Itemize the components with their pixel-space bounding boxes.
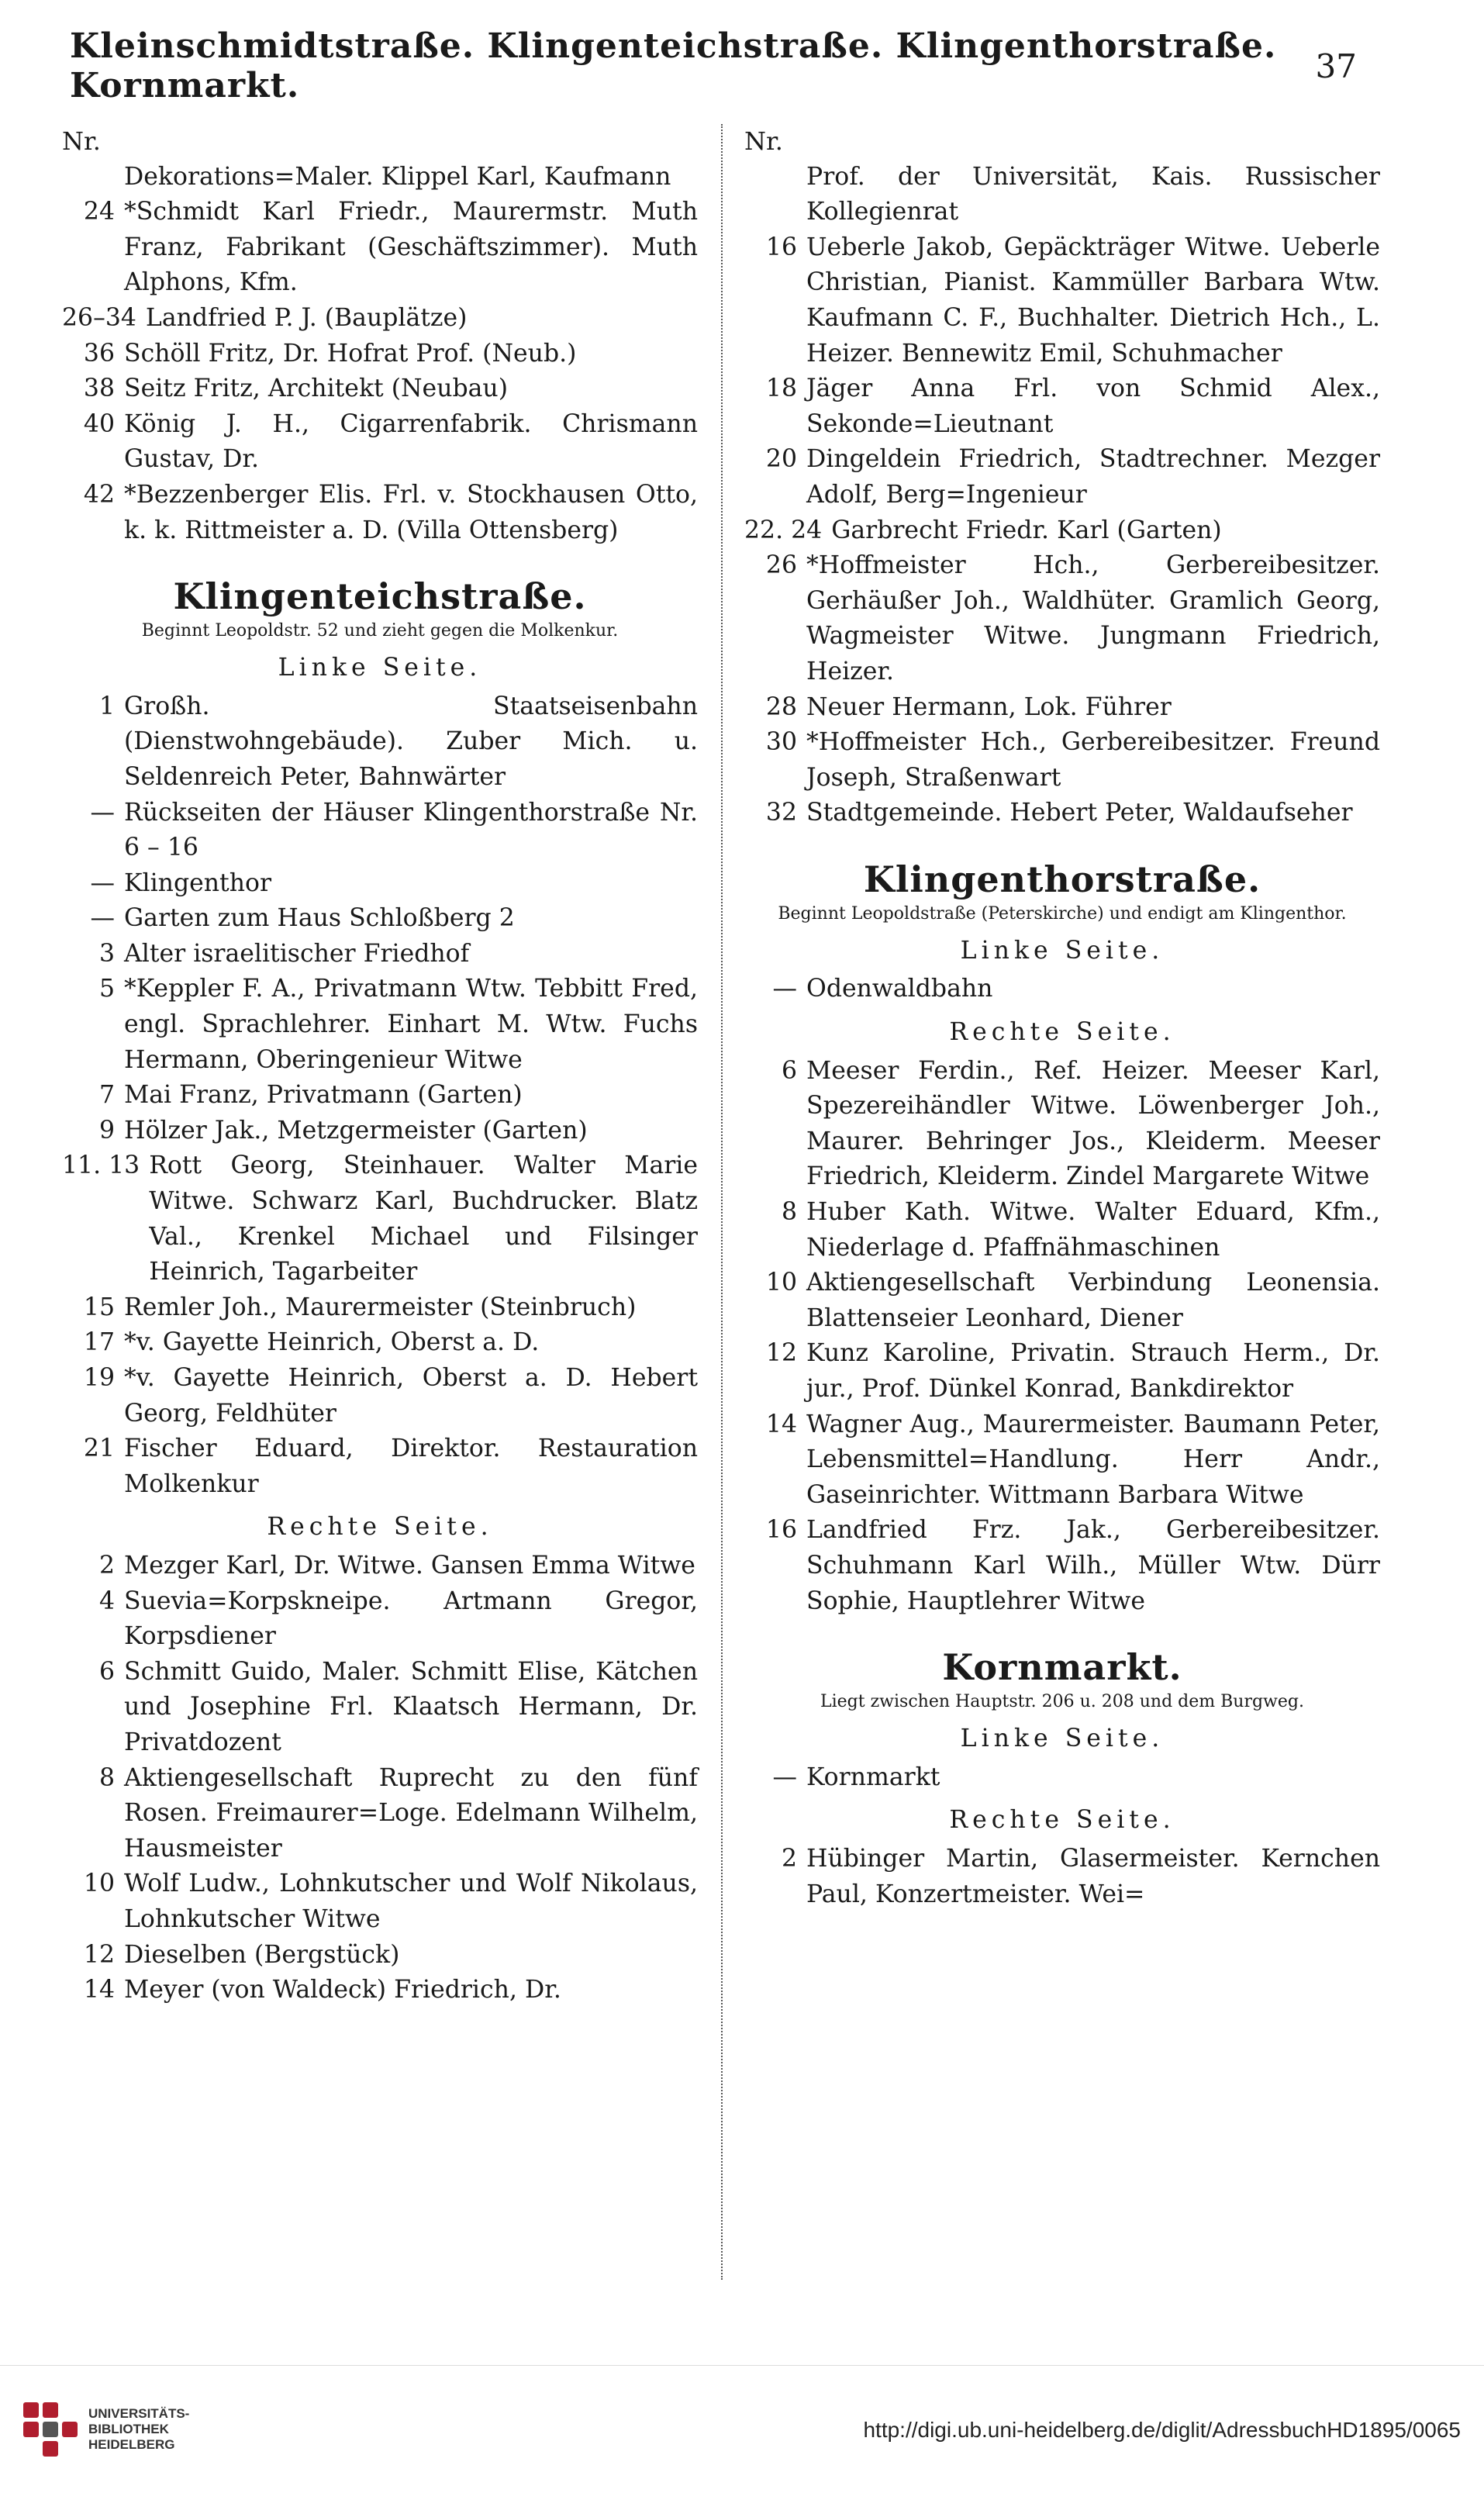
resident-text: *Schmidt Karl Friedr., Maurermstr. Muth Franz, Fabrikant (Geschäftszimmer). Muth Alphons, Kfm. — [124, 198, 698, 297]
house-number — [62, 160, 124, 195]
house-number: 28 — [765, 692, 797, 721]
house-number: 6 — [781, 1056, 797, 1085]
directory-entry — [744, 972, 1380, 1007]
directory-entry — [744, 513, 1380, 549]
directory-entry — [744, 1407, 1380, 1514]
resident-text: Dieselben (Bergstück) — [124, 1940, 400, 1969]
directory-entry — [744, 1195, 1380, 1265]
resident-text: Klingenthor — [124, 868, 272, 897]
resident-text: Aktiengesellschaft Verbindung Leonensia. Blattenseier Leonhard, Diener — [806, 1269, 1380, 1332]
entry-list — [744, 1054, 1380, 1620]
house-number: — — [772, 975, 797, 1003]
resident-text: Garten zum Haus Schloßberg 2 — [124, 904, 515, 933]
resident-text: Hölzer Jak., Metzgermeister (Garten) — [124, 1116, 588, 1145]
logo-line: HEIDELBERG — [88, 2436, 175, 2452]
resident-text: Alter israelitischer Friedhof — [124, 939, 470, 968]
house-number: 4 — [98, 1587, 115, 1615]
directory-entry — [62, 866, 698, 902]
entry-list — [62, 689, 698, 1503]
house-number: 2 — [98, 1551, 115, 1580]
house-number: 8 — [98, 1763, 115, 1792]
house-number: 22. 24 — [744, 516, 823, 544]
directory-entry — [62, 1655, 698, 1761]
directory-entry — [62, 796, 698, 866]
house-number: 14 — [765, 1410, 797, 1438]
street-description: Beginnt Leopoldstr. 52 und zieht gegen die Molkenkur. — [141, 621, 619, 641]
resident-text: Jäger Anna Frl. von Schmid Alex., Sekonde=Lieutnant — [806, 375, 1380, 438]
resident-text: Dekorations=Maler. Klippel Karl, Kaufmann — [124, 162, 671, 191]
directory-entry — [62, 337, 698, 372]
house-number: 7 — [98, 1081, 115, 1110]
house-number: 9 — [98, 1116, 115, 1145]
page-number: 37 — [1315, 47, 1357, 85]
resident-text: Großh. Staatseisenbahn (Dienstwohngebäude). Zuber Mich. u. Seldenreich Peter, Bahnwärter — [124, 692, 698, 791]
side-heading: Linke Seite. — [278, 654, 482, 682]
directory-entry — [62, 1549, 698, 1584]
house-number: 18 — [765, 375, 797, 403]
directory-entry — [62, 1431, 698, 1502]
house-number: 36 — [83, 339, 115, 368]
house-number — [744, 160, 806, 230]
resident-text: Aktiengesellschaft Ruprecht zu den fünf Rosen. Freimaurer=Loge. Edelmann Wilhelm, Hausmeister — [124, 1763, 698, 1863]
resident-text: Odenwaldbahn — [806, 975, 993, 1003]
house-number: 1 — [98, 692, 115, 720]
resident-text: Huber Kath. Witwe. Walter Eduard, Kfm., Niederlage d. Pfaffnähmaschinen — [806, 1198, 1380, 1262]
house-number: — — [90, 904, 115, 933]
resident-text: Meeser Ferdin., Ref. Heizer. Meeser Karl, Spezereihändler Witwe. Löwenberger Joh., Maurer. Behringer Jos., Kleiderm. Meeser Friedrich, Kleiderm. Zindel Margarete Witwe — [806, 1056, 1380, 1191]
entry-list — [744, 1842, 1380, 1912]
resident-text: *Keppler F. A., Privatmann Wtw. Tebbitt Fred, engl. Sprachlehrer. Einhart M. Wtw. Fuchs Hermann, Oberingenieur Witwe — [124, 975, 698, 1074]
resident-text: Mai Franz, Privatmann (Garten) — [124, 1081, 523, 1110]
house-number: — — [772, 1763, 797, 1791]
house-number: — — [90, 798, 115, 827]
side-heading: Rechte Seite. — [267, 1513, 493, 1542]
side-heading: Linke Seite. — [960, 1725, 1165, 1753]
entry-list — [744, 972, 1380, 1007]
resident-text: Remler Joh., Maurermeister (Steinbruch) — [124, 1293, 637, 1321]
column-divider — [721, 124, 723, 2280]
entry-list — [62, 1549, 698, 2008]
house-number: 8 — [781, 1198, 797, 1227]
resident-text: Rückseiten der Häuser Klingenthorstraße Nr. 6 – 16 — [124, 798, 698, 862]
directory-entry — [744, 1842, 1380, 1912]
directory-entry — [744, 548, 1380, 689]
resident-text: Kunz Karoline, Privatin. Strauch Herm., Dr. jur., Prof. Dünkel Konrad, Bankdirektor — [806, 1339, 1380, 1403]
left-column — [62, 124, 698, 2008]
resident-text: *Hoffmeister Hch., Gerbereibesitzer. Freund Joseph, Straßenwart — [806, 728, 1380, 792]
house-number: 26–34 — [62, 303, 136, 332]
logo-line: BIBLIOTHEK — [88, 2421, 169, 2436]
directory-entry — [62, 937, 698, 972]
house-number: — — [90, 868, 115, 897]
entry-list — [744, 160, 1380, 831]
resident-text: Landfried P. J. (Bauplätze) — [145, 303, 468, 332]
resident-text: Seitz Fritz, Architekt (Neubau) — [124, 375, 509, 403]
directory-entry — [62, 407, 698, 478]
house-number: 38 — [83, 375, 115, 403]
logo-line: UNIVERSITÄTS- — [88, 2405, 190, 2421]
directory-entry — [62, 160, 698, 195]
directory-entry — [62, 195, 698, 301]
source-url-link[interactable]: http://digi.ub.uni-heidelberg.de/diglit/AdressbuchHD1895/0065 — [863, 2418, 1461, 2442]
resident-text: Fischer Eduard, Direktor. Restauration Molkenkur — [124, 1435, 698, 1498]
directory-entry — [744, 1513, 1380, 1619]
directory-entry — [62, 1761, 698, 1867]
directory-entry — [62, 1938, 698, 1973]
house-number: 17 — [83, 1328, 115, 1357]
side-heading: Rechte Seite. — [949, 1806, 1175, 1835]
house-number: 42 — [83, 480, 115, 509]
directory-entry — [62, 689, 698, 796]
house-number: 16 — [765, 1516, 797, 1545]
house-number: 16 — [765, 233, 797, 261]
street-title: Kornmarkt. — [942, 1646, 1182, 1689]
house-number: 40 — [83, 409, 115, 438]
resident-text: Rott Georg, Steinhauer. Walter Marie Witwe. Schwarz Karl, Buchdrucker. Blatz Val., Krenkel Michael und Filsinger Heinrich, Tagarbeiter — [149, 1152, 698, 1286]
house-number: 5 — [98, 975, 115, 1003]
resident-text: Landfried Frz. Jak., Gerbereibesitzer. Schuhmann Karl Wilh., Müller Wtw. Dürr Sophie, Hauptlehrer Witwe — [806, 1516, 1380, 1615]
directory-entry — [62, 1078, 698, 1114]
directory-entry — [62, 1584, 698, 1655]
library-logo[interactable] — [0, 2365, 233, 2493]
directory-entry — [62, 1325, 698, 1361]
house-number: 2 — [781, 1844, 797, 1873]
resident-text: Dingeldein Friedrich, Stadtrechner. Mezger Adolf, Berg=Ingenieur — [806, 445, 1380, 509]
house-number: 19 — [83, 1364, 115, 1392]
house-number: 15 — [83, 1293, 115, 1321]
directory-entry — [744, 725, 1380, 796]
directory-entry — [744, 230, 1380, 371]
directory-entry — [744, 160, 1380, 230]
resident-text: *Bezzenberger Elis. Frl. v. Stockhausen Otto, k. k. Rittmeister a. D. (Villa Ottensberg) — [124, 480, 698, 544]
resident-text: Schöll Fritz, Dr. Hofrat Prof. (Neub.) — [124, 339, 577, 368]
nr-heading: Nr. — [62, 126, 101, 156]
resident-text: *Hoffmeister Hch., Gerbereibesitzer. Gerhäußer Joh., Waldhüter. Gramlich Georg, Wagmeister Witwe. Jungmann Friedrich, Heizer. — [806, 551, 1380, 685]
resident-text: Mezger Karl, Dr. Witwe. Gansen Emma Witwe — [124, 1551, 695, 1580]
resident-text: König J. H., Cigarrenfabrik. Chrismann Gustav, Dr. — [124, 409, 698, 474]
directory-entry — [62, 1290, 698, 1326]
house-number: 11. 13 — [62, 1152, 140, 1180]
directory-entry — [62, 972, 698, 1078]
house-number: 14 — [83, 1976, 115, 2004]
resident-text: Ueberle Jakob, Gepäckträger Witwe. Ueberle Christian, Pianist. Kammüller Barbara Wtw. Kaufmann C. F., Buchhalter. Dietrich Hch., L. Heizer. Bennewitz Emil, Schuhmacher — [806, 233, 1380, 368]
directory-entry — [62, 1361, 698, 1431]
resident-text: Suevia=Korpskneipe. Artmann Gregor, Korpsdiener — [124, 1587, 698, 1651]
resident-text: *v. Gayette Heinrich, Oberst a. D. Hebert Georg, Feldhüter — [124, 1364, 698, 1428]
directory-entry — [744, 796, 1380, 831]
house-number: 10 — [83, 1870, 115, 1898]
house-number: 12 — [765, 1339, 797, 1368]
entry-list — [744, 1760, 1380, 1796]
resident-text: Hübinger Martin, Glasermeister. Kernchen Paul, Konzertmeister. Wei= — [806, 1844, 1380, 1908]
house-number: 12 — [83, 1940, 115, 1969]
side-heading: Linke Seite. — [960, 936, 1165, 965]
directory-entry — [62, 1866, 698, 1937]
house-number: 30 — [765, 728, 797, 757]
directory-entry — [62, 1114, 698, 1149]
house-number: 10 — [765, 1269, 797, 1297]
nr-heading: Nr. — [744, 126, 783, 156]
directory-entry — [744, 1760, 1380, 1796]
directory-entry — [62, 301, 698, 337]
directory-entry — [744, 442, 1380, 513]
street-description: Beginnt Leopoldstraße (Peterskirche) und endigt am Klingenthor. — [778, 903, 1347, 924]
street-description: Liegt zwischen Hauptstr. 206 u. 208 und dem Burgweg. — [820, 1692, 1304, 1712]
directory-entry — [744, 1336, 1380, 1407]
entry-list — [62, 160, 698, 549]
house-number: 24 — [83, 198, 115, 226]
resident-text: *v. Gayette Heinrich, Oberst a. D. — [124, 1328, 540, 1357]
directory-entry — [62, 901, 698, 937]
directory-entry — [744, 1054, 1380, 1195]
resident-text: Wagner Aug., Maurermeister. Baumann Peter, Lebensmittel=Handlung. Herr Andr., Gaseinrichter. Wittmann Barbara Witwe — [806, 1410, 1380, 1509]
page-title: Kleinschmidtstraße. Klingenteichstraße. Klingenthorstraße. Kornmarkt. — [70, 26, 1277, 105]
resident-text: Stadtgemeinde. Hebert Peter, Waldaufseher — [806, 799, 1353, 827]
resident-text: Neuer Hermann, Lok. Führer — [806, 692, 1172, 721]
directory-entry — [744, 371, 1380, 442]
resident-text: Meyer (von Waldeck) Friedrich, Dr. — [124, 1976, 561, 2004]
directory-entry — [62, 1973, 698, 2008]
house-number: 6 — [98, 1657, 115, 1686]
library-logo-icon — [23, 2402, 78, 2457]
resident-text: Garbrecht Friedr. Karl (Garten) — [831, 516, 1222, 544]
side-heading: Rechte Seite. — [949, 1018, 1175, 1047]
house-number: 20 — [765, 445, 797, 474]
directory-entry — [62, 371, 698, 407]
page-header — [70, 26, 1357, 105]
directory-entry — [744, 690, 1380, 726]
directory-entry — [62, 478, 698, 548]
resident-text: Kornmarkt — [806, 1763, 940, 1791]
house-number: 3 — [98, 939, 115, 968]
street-title: Klingenteichstraße. — [173, 575, 587, 618]
resident-text: Wolf Ludw., Lohnkutscher und Wolf Nikolaus, Lohnkutscher Witwe — [124, 1870, 698, 1933]
house-number: 32 — [765, 799, 797, 827]
resident-text: Schmitt Guido, Maler. Schmitt Elise, Kätchen und Josephine Frl. Klaatsch Hermann, Dr. Privatdozent — [124, 1657, 698, 1756]
house-number: 26 — [765, 551, 797, 580]
resident-text: Prof. der Universität, Kais. Russischer Kollegienrat — [806, 162, 1380, 226]
street-title: Klingenthorstraße. — [863, 858, 1261, 900]
directory-entry — [62, 1148, 698, 1290]
right-column — [744, 124, 1380, 1912]
library-logo-text — [88, 2406, 189, 2453]
house-number: 21 — [83, 1435, 115, 1463]
directory-entry — [744, 1265, 1380, 1336]
